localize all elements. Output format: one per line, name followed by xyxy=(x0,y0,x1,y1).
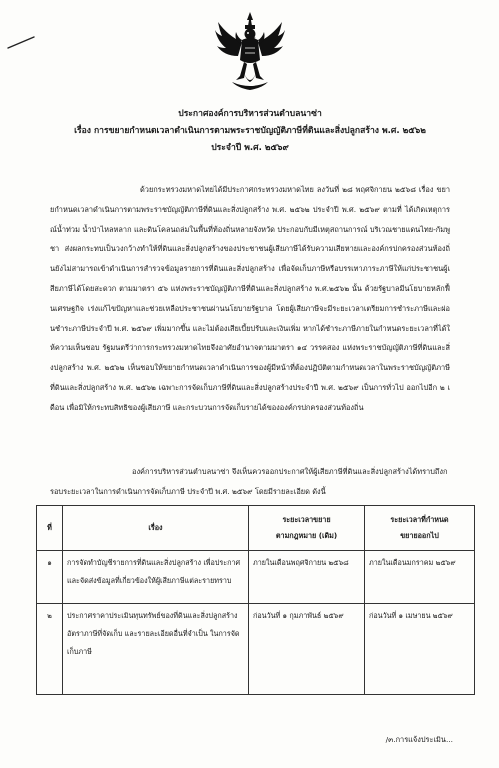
table-row xyxy=(37,604,475,695)
header-topic: เรื่อง xyxy=(63,506,249,551)
header-extended-line1: ระยะเวลาที่กำหนด xyxy=(390,515,449,524)
row-number: ๑ xyxy=(37,551,63,604)
pen-stroke-icon xyxy=(6,34,36,50)
row-topic: การจัดทำบัญชีรายการที่ดินและสิ่งปลูกสร้าง เพื่อประกาศ และจัดส่งข้อมูลที่เกี่ยวข้องให้ผู้เสียภาษีแต่ละรายทราบ xyxy=(63,551,249,604)
row-topic: ประกาศราคาประเมินทุนทรัพย์ของที่ดินและสิ่งปลูกสร้าง อัตราภาษีที่จัดเก็บ และรายละเอียดอื่นที่จำเป็น ในการจัดเก็บภาษี xyxy=(63,604,249,695)
title-line-subject: เรื่อง การขยายกำหนดเวลาดำเนินการตามพระราชบัญญัติภาษีที่ดินและสิ่งปลูกสร้าง พ.ศ. ๒๕๖๒ xyxy=(74,126,426,136)
header-original-line1: ระยะเวลาขยาย xyxy=(282,515,331,524)
announcement-title xyxy=(40,106,460,157)
row-original-period: ภายในเดือนพฤศจิกายน ๒๕๖๘ xyxy=(249,551,365,604)
table-row xyxy=(37,551,475,604)
header-number: ที่ xyxy=(37,506,63,551)
schedule-table xyxy=(36,505,475,695)
header-extended-line2: ขยายออกไป xyxy=(400,531,439,540)
row-extended-period: ภายในเดือนมกราคม ๒๕๖๙ xyxy=(365,551,475,604)
garuda-emblem-icon xyxy=(214,10,286,94)
table-header-row xyxy=(37,506,475,551)
header-original-period xyxy=(249,506,365,551)
row-number: ๒ xyxy=(37,604,63,695)
row-extended-period: ก่อนวันที่ ๑ เมษายน ๒๕๖๙ xyxy=(365,604,475,695)
header-extended-period xyxy=(365,506,475,551)
body-paragraph-1: ด้วยกระทรวงมหาดไทยได้มีประกาศกระทรวงมหาดไทย ลงวันที่ ๒๘ พฤศจิกายน ๒๕๖๘ เรื่อง ขยายกำหนดเวลาดำเนินการตามพระราชบัญญัติภาษีที่ดินและสิ่งปลูกสร้าง พ.ศ. ๒๕๖๒ ประจำปี พ.ศ. ๒๕๖๙ ตามที่ ได้เกิดเหตุการณ์น้ำท่วม น้ำป่าไหลหลาก และดินโคลนถล่มในพื้นที่ท้องถิ่นหลายจังหวัด ประกอบกับมีเหตุสถานการณ์ บริเวณชายแดนไทย-กัมพูชา ส่งผลกระทบเป็นวงกว้างทำให้ที่ดินและสิ่งปลูกสร้างของประชาชนผู้เสียภาษีได้รับความเสียหายและองค์กรปกครองส่วนท้องถิ่นยังไม่สามารถเข้าดำเนินการสำรวจข้อมูลรายการที่ดินและสิ่งปลูกสร้าง เพื่อจัดเก็บภาษีหรือบรรเทาภาระภาษีให้แก่ประชาชนผู้เสียภาษีได้โดยสะดวก ตามมาตรา ๕๖ แห่งพระราชบัญญัติภาษีที่ดินและสิ่งปลูกสร้าง พ.ศ.๒๕๖๒ นั้น ด้วยรัฐบาลมีนโยบายหลักฟื้นเศรษฐกิจ เร่งแก้ไขปัญหาและช่วยเหลือประชาชนผ่านนโยบายรัฐบาล โดยผู้เสียภาษีจะมีระยะเวลาเตรียมการชำระภาษีและผ่อนชำระภาษีประจำปี พ.ศ. ๒๕๖๙ เพิ่มมากขึ้น และไม่ต้องเสียเบี้ยปรับและเงินเพิ่ม หากได้ชำระภาษีภายในกำหนดระยะเวลาที่ได้ให้ความเห็นชอบ รัฐมนตรีว่าการกระทรวงมหาดไทยจึงอาศัยอำนาจตามมาตรา ๑๔ วรรคสอง แห่งพระราชบัญญัติภาษีที่ดินและสิ่งปลูกสร้าง พ.ศ. ๒๕๖๒ เห็นชอบให้ขยายกำหนดเวลาดำเนินการของผู้มีหน้าที่ต้องปฏิบัติตามกำหนดเวลาในพระราชบัญญัติภาษีที่ดินและสิ่งปลูกสร้าง พ.ศ. ๒๕๖๒ เฉพาะการจัดเก็บภาษีที่ดินและสิ่งปลูกสร้างประจำปี พ.ศ. ๒๕๖๙ เป็นการทั่วไป ออกไปอีก ๒ เดือน เพื่อมิให้กระทบสิทธิของผู้เสียภาษี และกระบวนการจัดเก็บรายได้ขององค์กรปกครองส่วนท้องถิ่น xyxy=(50,185,450,412)
title-line-year: ประจำปี พ.ศ. ๒๕๖๙ xyxy=(211,143,289,153)
header-original-line2: ตามกฎหมาย (เดิม) xyxy=(275,531,338,540)
title-line-organization: ประกาศองค์การบริหารส่วนตำบลนาซ่า xyxy=(178,109,322,119)
row-original-period: ก่อนวันที่ ๑ กุมภาพันธ์ ๒๕๖๙ xyxy=(249,604,365,695)
body-paragraph-2: องค์การบริหารส่วนตำบลนาซ่า จึงเห็นควรออกประกาศให้ผู้เสียภาษีที่ดินและสิ่งปลูกสร้างได้ทราบถึงกรอบระยะเวลาในการดำเนินการจัดเก็บภาษี ประจำปี พ.ศ. ๒๕๖๙ โดยมีรายละเอียด ดังนี้ xyxy=(50,467,448,496)
page-continuation: /๓.การแจ้งประเมิน... xyxy=(385,735,453,744)
